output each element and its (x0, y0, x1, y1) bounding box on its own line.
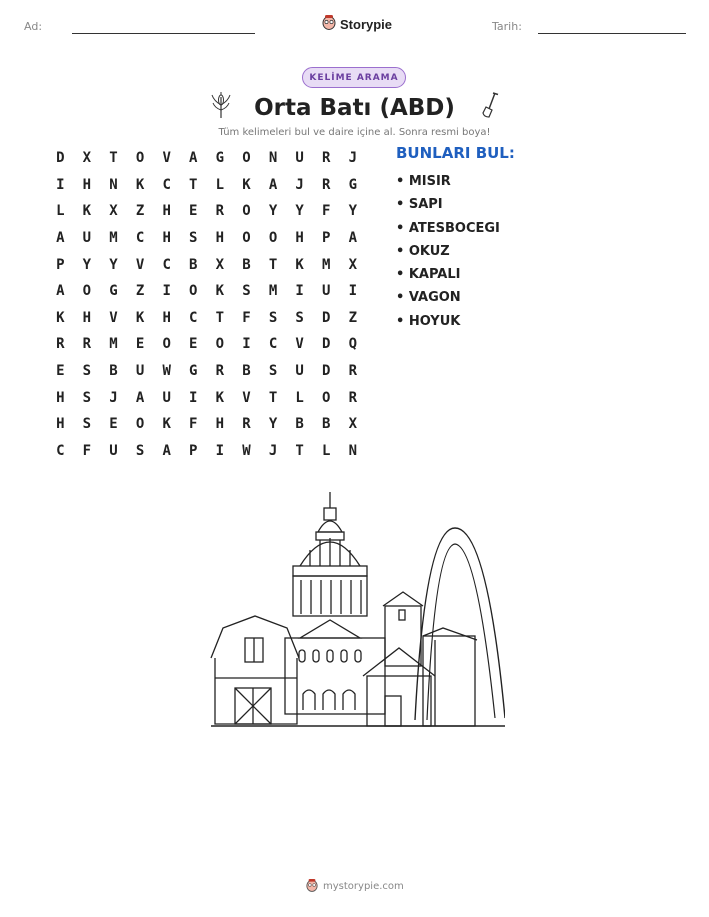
grid-cell[interactable]: X (109, 203, 118, 220)
grid-cell[interactable]: P (322, 230, 331, 247)
instructions: Tüm kelimeleri bul ve daire içine al. Sonra resmi boya! (218, 127, 491, 138)
grid-cell[interactable]: J (348, 150, 358, 167)
grid-cell[interactable]: Z (135, 203, 145, 220)
grid-cell[interactable]: U (162, 389, 171, 406)
grid-cell[interactable]: C (162, 256, 171, 273)
brand-name: Storypie (340, 16, 393, 32)
grid-cell[interactable]: L (322, 442, 331, 459)
grid-cell[interactable]: O (242, 230, 251, 247)
grid-cell[interactable]: V (135, 256, 145, 273)
grid-cell[interactable]: U (109, 442, 118, 459)
grid-cell[interactable]: C (56, 442, 65, 459)
grid-cell[interactable]: G (348, 176, 358, 193)
grid-cell[interactable]: J (268, 442, 278, 459)
word-list-item: • HOYUK (396, 313, 461, 329)
grid-cell[interactable]: J (109, 389, 118, 406)
grid-cell[interactable]: Y (268, 203, 278, 220)
grid-cell[interactable]: Q (348, 336, 358, 353)
word-list-item: • VAGON (396, 290, 461, 306)
grid-cell[interactable]: O (242, 150, 251, 167)
grid-cell[interactable]: U (135, 363, 145, 380)
grid-cell[interactable]: B (109, 363, 118, 380)
grid-cell[interactable]: Y (348, 203, 358, 220)
word-search-grid (47, 145, 366, 464)
grid-cell[interactable]: F (189, 416, 198, 433)
storypie-logo-icon (306, 878, 318, 895)
grid-cell[interactable]: B (189, 256, 198, 273)
word-list-item: • KAPALI (396, 267, 461, 283)
word-list-item: • SAPI (396, 197, 443, 213)
grid-cell[interactable]: R (56, 336, 65, 353)
grid-cell[interactable]: S (268, 309, 278, 326)
grid-cell[interactable]: I (189, 389, 198, 406)
grid-cell[interactable]: E (189, 203, 198, 220)
grid-cell[interactable]: C (162, 176, 171, 193)
grid-cell[interactable]: A (56, 230, 65, 247)
grid-cell[interactable]: A (162, 442, 171, 459)
grid-cell[interactable]: V (162, 150, 171, 167)
grid-cell[interactable]: K (135, 176, 145, 193)
grid-cell[interactable]: M (109, 230, 118, 247)
word-list (396, 170, 500, 333)
grid-cell[interactable]: E (109, 416, 118, 433)
grid-cell[interactable]: K (162, 416, 171, 433)
word-list-item: • MISIR (396, 174, 451, 189)
grid-cell[interactable]: S (82, 363, 92, 380)
grid-cell[interactable]: V (109, 309, 118, 326)
grid-cell[interactable]: O (215, 336, 225, 353)
grid-cell[interactable]: R (322, 176, 331, 193)
footer-url[interactable]: mystorypie.com (323, 881, 404, 892)
grid-cell[interactable]: O (242, 203, 251, 220)
grid-cell[interactable]: B (242, 363, 251, 380)
grid-cell[interactable]: H (162, 309, 171, 326)
grid-cell[interactable]: K (82, 203, 92, 220)
grid-cell[interactable]: B (322, 416, 331, 433)
grid-cell[interactable]: I (348, 283, 358, 300)
page-title (0, 91, 709, 125)
grid-cell[interactable]: U (82, 230, 92, 247)
grid-cell[interactable]: O (322, 389, 331, 406)
grid-cell[interactable]: R (348, 389, 358, 406)
shovel-icon (481, 91, 499, 125)
name-label: Ad: (24, 20, 43, 33)
grid-cell[interactable]: E (135, 336, 145, 353)
grid-cell[interactable]: B (242, 256, 251, 273)
grid-cell[interactable]: X (348, 416, 358, 433)
grid-cell[interactable]: X (215, 256, 225, 273)
grid-cell[interactable]: A (348, 230, 358, 247)
grid-cell[interactable]: O (189, 283, 198, 300)
grid-cell[interactable]: S (82, 389, 92, 406)
grid-cell[interactable]: W (162, 363, 171, 380)
grid-cell[interactable]: E (56, 363, 65, 380)
grid-cell[interactable]: T (295, 442, 304, 459)
grid-cell[interactable]: T (268, 389, 278, 406)
grid-cell[interactable]: S (295, 309, 304, 326)
grid-cell[interactable]: X (82, 150, 92, 167)
grid-cell[interactable]: R (242, 416, 251, 433)
grid-cell[interactable]: K (295, 256, 304, 273)
grid-cell[interactable]: Y (109, 256, 118, 273)
brand-logo (322, 14, 392, 34)
grid-cell[interactable]: R (215, 203, 225, 220)
grid-cell[interactable]: K (135, 309, 145, 326)
grid-cell[interactable]: K (215, 389, 225, 406)
grid-cell[interactable]: Z (135, 283, 145, 300)
grid-cell[interactable]: I (215, 442, 225, 459)
grid-cell[interactable]: B (295, 416, 304, 433)
grid-cell[interactable]: M (109, 336, 118, 353)
date-line (538, 33, 686, 34)
grid-cell[interactable]: U (322, 283, 331, 300)
grid-cell[interactable]: R (82, 336, 92, 353)
grid-cell[interactable]: G (189, 363, 198, 380)
grid-cell[interactable]: S (268, 363, 278, 380)
grid-cell[interactable]: T (268, 256, 278, 273)
storypie-logo-icon (322, 14, 336, 34)
grid-cell[interactable]: H (56, 416, 65, 433)
grid-cell[interactable]: O (268, 230, 278, 247)
grid-cell[interactable]: H (215, 230, 225, 247)
grid-cell[interactable]: E (189, 336, 198, 353)
grid-cell[interactable]: H (215, 416, 225, 433)
grid-cell[interactable]: S (189, 230, 198, 247)
grid-cell[interactable]: P (189, 442, 198, 459)
grid-cell[interactable]: C (135, 230, 145, 247)
grid-cell[interactable]: D (322, 336, 331, 353)
grid-cell[interactable]: I (242, 336, 251, 353)
midwest-landmarks-illustration (205, 488, 505, 732)
grid-cell[interactable]: S (82, 416, 92, 433)
grid-cell[interactable]: C (268, 336, 278, 353)
grid-cell[interactable]: N (109, 176, 118, 193)
grid-cell[interactable]: X (348, 256, 358, 273)
grid-cell[interactable]: N (348, 442, 358, 459)
grid-cell[interactable]: O (82, 283, 92, 300)
corn-icon (210, 91, 232, 125)
grid-cell[interactable]: L (295, 389, 304, 406)
grid-cell[interactable]: R (215, 363, 225, 380)
grid-cell[interactable]: K (242, 176, 251, 193)
grid-cell[interactable]: U (295, 363, 304, 380)
title-text: Orta Batı (ABD) (254, 95, 455, 121)
grid-cell[interactable]: V (295, 336, 304, 353)
grid-cell[interactable]: S (135, 442, 145, 459)
grid-cell[interactable]: M (322, 256, 331, 273)
grid-cell[interactable]: G (109, 283, 118, 300)
grid-cell[interactable]: A (135, 389, 145, 406)
grid-cell[interactable]: A (189, 150, 198, 167)
grid-cell[interactable]: T (189, 176, 198, 193)
grid-cell[interactable]: L (215, 176, 225, 193)
grid-cell[interactable]: T (109, 150, 118, 167)
grid-cell[interactable]: M (268, 283, 278, 300)
word-search-badge: KELİME ARAMA (302, 67, 406, 88)
grid-cell[interactable]: H (162, 230, 171, 247)
word-list-item: • OKUZ (396, 243, 450, 259)
grid-cell[interactable]: A (268, 176, 278, 193)
grid-cell[interactable]: N (268, 150, 278, 167)
grid-cell[interactable]: Y (82, 256, 92, 273)
grid-cell[interactable]: O (135, 416, 145, 433)
grid-cell[interactable]: U (295, 150, 304, 167)
grid-cell[interactable]: V (242, 389, 251, 406)
grid-cell[interactable]: Z (348, 309, 358, 326)
grid-cell[interactable]: Y (268, 416, 278, 433)
grid-cell[interactable]: H (82, 309, 92, 326)
grid-cell[interactable]: D (322, 363, 331, 380)
grid-cell[interactable]: H (295, 230, 304, 247)
grid-cell[interactable]: G (215, 150, 225, 167)
grid-cell[interactable]: H (56, 389, 65, 406)
grid-cell[interactable]: P (56, 256, 65, 273)
grid-cell[interactable]: L (56, 203, 65, 220)
grid-cell[interactable]: K (215, 283, 225, 300)
grid-cell[interactable]: Y (295, 203, 304, 220)
date-label: Tarih: (492, 20, 522, 33)
grid-cell[interactable]: C (189, 309, 198, 326)
grid-cell[interactable]: I (56, 176, 65, 193)
grid-cell[interactable]: W (242, 442, 251, 459)
name-line (72, 33, 255, 34)
grid-cell[interactable]: R (348, 363, 358, 380)
grid-cell[interactable]: F (82, 442, 92, 459)
grid-cell[interactable]: O (162, 336, 171, 353)
grid-cell[interactable]: O (135, 150, 145, 167)
grid-cell[interactable]: A (56, 283, 65, 300)
grid-cell[interactable]: H (162, 203, 171, 220)
grid-cell[interactable]: F (322, 203, 331, 220)
grid-cell[interactable]: I (162, 283, 171, 300)
grid-cell[interactable]: R (322, 150, 331, 167)
footer (306, 878, 404, 895)
grid-cell[interactable]: D (56, 150, 65, 167)
grid-cell[interactable]: K (56, 309, 65, 326)
grid-cell[interactable]: J (295, 176, 304, 193)
grid-cell[interactable]: H (82, 176, 92, 193)
grid-cell[interactable]: S (242, 283, 251, 300)
grid-cell[interactable]: T (215, 309, 225, 326)
find-list-title: BUNLARI BUL: (396, 144, 515, 162)
word-list-item: • ATESBOCEGI (396, 220, 500, 236)
grid-cell[interactable]: D (322, 309, 331, 326)
grid-cell[interactable]: F (242, 309, 251, 326)
grid-cell[interactable]: I (295, 283, 304, 300)
